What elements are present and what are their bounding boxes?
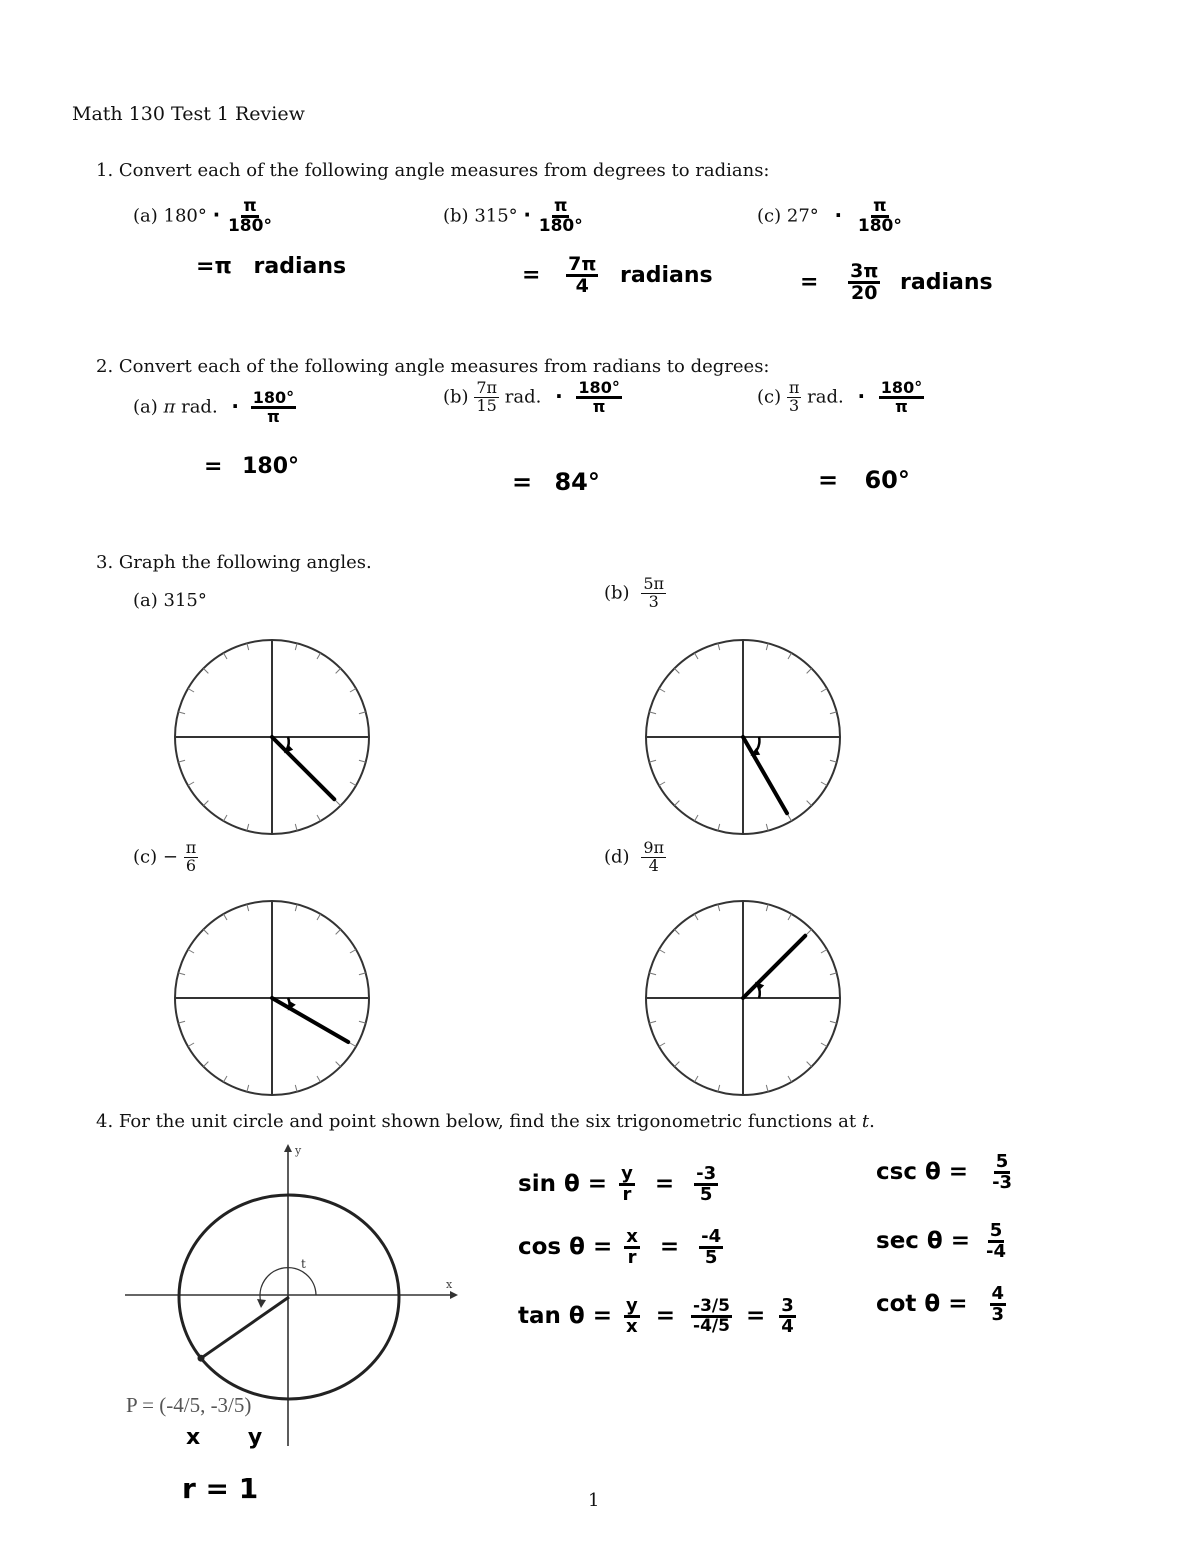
csc-answer [876, 1153, 1014, 1192]
angle-graph-tick [188, 782, 194, 786]
q1a-mult: · [212, 202, 221, 227]
angle-graph-tick [224, 815, 228, 821]
tan-den-2: -4/5 [693, 1316, 730, 1336]
tan-eq-2: = [745, 1303, 766, 1329]
y-axis-label: y [295, 1144, 302, 1157]
angle-graph-tick [830, 1021, 837, 1023]
angle-graph-tick [807, 668, 812, 673]
radius-note: r = 1 [182, 1472, 259, 1505]
q1b-value: 315° [474, 205, 518, 227]
q3c-sign: − [162, 846, 178, 868]
sin-frac-2 [694, 1165, 718, 1204]
q2c-factor-num: 180° [880, 378, 923, 397]
angle-graph-tick [317, 815, 321, 821]
angle-graph-tick [766, 1085, 768, 1092]
radius-line [201, 1297, 289, 1358]
angle-graph-tick [203, 929, 208, 934]
angle-label: t [301, 1257, 306, 1271]
angle-graph-tick [830, 973, 837, 975]
q3d-problem [604, 840, 666, 875]
angle-graph-tick [203, 668, 208, 673]
q1c-label: (c) [757, 205, 782, 227]
angle-graph-tick [336, 668, 341, 673]
q3b-angle-graph [643, 637, 843, 837]
q2c-factor [879, 380, 924, 415]
tan-eq: = [655, 1303, 676, 1329]
q3-prompt: 3. Graph the following angles. [96, 552, 372, 573]
q3c-angle-graph [172, 898, 372, 1098]
tan-num-3: 3 [781, 1295, 794, 1316]
tan-frac-1 [624, 1297, 640, 1336]
angle-graph-tick [674, 668, 679, 673]
angle-graph-tick [830, 712, 837, 714]
q1b-factor-num: π [554, 196, 568, 216]
q1b-answer-unit: radians [620, 262, 713, 288]
cos-num-1: x [626, 1226, 638, 1247]
angle-graph-tick [649, 712, 656, 714]
angle-graph-tick [766, 824, 768, 831]
cos-den-2: 5 [704, 1247, 718, 1268]
q1c-value: 27° [786, 205, 819, 227]
angle-graph-tick [695, 815, 699, 821]
angle-graph-tick [247, 643, 249, 650]
y-axis-arrow-icon [284, 1144, 292, 1152]
angle-graph-tick [807, 1062, 812, 1067]
angle-graph-tick [807, 929, 812, 934]
q3a-value: 315° [163, 590, 207, 611]
q3b-value-num: 5π [643, 574, 665, 593]
sin-num-2: -3 [696, 1163, 717, 1184]
angle-graph-tick [350, 950, 356, 954]
sec-den: -4 [986, 1241, 1007, 1262]
tan-num-1: y [626, 1295, 638, 1316]
angle-graph-tick [659, 1043, 665, 1047]
q1c-factor [856, 198, 904, 235]
angle-graph-tick [178, 973, 185, 975]
angle-graph-tick [203, 801, 208, 806]
q1c-mult: · [834, 202, 843, 227]
angle-graph-tick [695, 914, 699, 920]
q1b-answer-den: 4 [575, 275, 589, 297]
terminal-side [272, 998, 348, 1042]
q3d-value-den: 4 [648, 855, 659, 875]
q2a-problem [133, 390, 296, 425]
x-axis-arrow-icon [450, 1291, 458, 1299]
angle-arc-arrow-icon [257, 1299, 266, 1308]
angle-graph-tick [350, 782, 356, 786]
angle-graph-tick [178, 712, 185, 714]
sin-eq: = [654, 1171, 675, 1197]
q2c-factor-den: π [895, 397, 908, 416]
angle-graph-tick [718, 1085, 720, 1092]
angle-graph-tick [674, 929, 679, 934]
angle-graph-tick [350, 1043, 356, 1047]
q3a-label: (a) [133, 590, 158, 611]
q1c-factor-den: 180° [857, 216, 902, 236]
q4-prompt-end: . [869, 1111, 875, 1132]
q1c-factor-num: π [873, 196, 887, 216]
angle-graph-tick [317, 914, 321, 920]
tan-den-1: x [626, 1316, 638, 1337]
angle-graph-tick [766, 904, 768, 911]
q3a-problem [133, 590, 207, 611]
q1b-answer-num: 7π [568, 253, 597, 275]
q1c-eq: = [800, 269, 819, 295]
angle-graph-tick [821, 689, 827, 693]
q1b-answer-frac [566, 255, 598, 296]
q4-prompt-text: 4. For the unit circle and point shown below, find the six trigonometric functions at [96, 1111, 862, 1132]
sin-den-2: 5 [699, 1184, 713, 1205]
q3c-value-frac [184, 840, 199, 875]
sin-num-1: y [621, 1163, 633, 1184]
angle-graph-tick [317, 1076, 321, 1082]
angle-graph-tick [695, 653, 699, 659]
q2a-factor [251, 390, 296, 425]
angle-graph-tick [807, 801, 812, 806]
cot-num: 4 [991, 1283, 1005, 1304]
q4-prompt [96, 1111, 875, 1132]
q1a-factor [226, 198, 274, 235]
q2c-mult: · [857, 383, 866, 408]
angle-graph-tick [203, 1062, 208, 1067]
q1a-factor-den: 180° [227, 216, 272, 236]
q1-prompt: 1. Convert each of the following angle measures from degrees to radians: [96, 160, 770, 181]
angle-graph-tick [659, 950, 665, 954]
q2c-label: (c) [757, 386, 782, 408]
angle-graph-tick [359, 712, 366, 714]
angle-graph-tick [336, 929, 341, 934]
sec-lhs: sec θ = [876, 1228, 971, 1254]
q3d-value-frac [641, 840, 666, 875]
q3d-label: (d) [604, 846, 630, 868]
tan-den-3: 4 [781, 1316, 794, 1337]
q3b-label: (b) [604, 582, 630, 604]
note-x: x [186, 1425, 201, 1450]
angle-graph-tick [788, 1076, 792, 1082]
cos-frac-1 [624, 1228, 640, 1267]
page-number: 1 [588, 1490, 600, 1511]
page-title: Math 130 Test 1 Review [72, 103, 305, 125]
angle-graph-tick [188, 689, 194, 693]
sin-frac-1 [619, 1165, 635, 1204]
terminal-side [272, 737, 334, 799]
tan-frac-3 [779, 1297, 796, 1336]
angle-graph-tick [295, 1085, 297, 1092]
cos-den-1: r [627, 1247, 637, 1268]
angle-graph-tick [359, 973, 366, 975]
q3d-value-num: 9π [643, 838, 665, 857]
q3c-problem [133, 840, 198, 875]
sin-den-1: r [622, 1184, 632, 1205]
cot-answer [876, 1285, 1006, 1324]
q2-prompt: 2. Convert each of the following angle measures from radians to degrees: [96, 356, 770, 377]
cos-answer [518, 1228, 723, 1267]
q3b-value-den: 3 [648, 591, 659, 611]
cot-frac [990, 1285, 1007, 1324]
q1c-problem [757, 198, 904, 235]
angle-graph-tick [336, 1062, 341, 1067]
cos-lhs: cos θ = [518, 1234, 613, 1260]
q2c-problem [757, 380, 924, 415]
q2b-problem [443, 380, 622, 415]
q1c-answer [800, 262, 993, 303]
angle-graph-tick [336, 801, 341, 806]
csc-frac [990, 1153, 1014, 1192]
angle-graph-tick [830, 760, 837, 762]
q1b-factor [537, 198, 585, 235]
angle-graph-tick [317, 653, 321, 659]
cos-num-2: -4 [701, 1226, 722, 1247]
tan-num-2: -3/5 [693, 1296, 730, 1316]
cos-eq: = [659, 1234, 680, 1260]
q2c-value-frac [787, 380, 802, 415]
csc-den: -3 [992, 1172, 1013, 1193]
q2a-mult: · [231, 393, 240, 418]
angle-graph-tick [295, 824, 297, 831]
q3a-angle-graph [172, 637, 372, 837]
q2c-answer-value: 60° [864, 466, 910, 494]
q2b-unit: rad. [504, 386, 542, 408]
q1a-value: 180° [163, 205, 207, 227]
sin-answer [518, 1165, 718, 1204]
angle-graph-tick [188, 1043, 194, 1047]
angle-graph-tick [766, 643, 768, 650]
q2c-unit: rad. [807, 386, 844, 408]
q2a-label: (a) [133, 396, 158, 418]
q1b-problem [443, 198, 585, 235]
angle-graph-tick [295, 643, 297, 650]
terminal-side [743, 737, 787, 813]
q2b-value-den: 15 [476, 396, 497, 415]
q1c-answer-num: 3π [850, 260, 879, 282]
q2b-factor [576, 380, 621, 415]
sec-frac [984, 1222, 1008, 1261]
angle-graph-tick [224, 653, 228, 659]
terminal-side [743, 936, 805, 998]
q1c-answer-unit: radians [900, 269, 993, 295]
angle-graph-tick [718, 643, 720, 650]
note-y: y [247, 1425, 263, 1450]
q1a-answer-value: π [214, 254, 232, 279]
angle-graph-tick [659, 782, 665, 786]
q2b-label: (b) [443, 386, 469, 408]
q1b-factor-den: 180° [538, 216, 583, 236]
angle-graph-tick [718, 904, 720, 911]
q1b-eq: = [522, 262, 541, 288]
cos-frac-2 [699, 1228, 723, 1267]
q2a-value: π [163, 396, 176, 418]
tan-answer [518, 1297, 796, 1336]
q2b-value-num: 7π [476, 378, 498, 398]
angle-graph-tick [178, 1021, 185, 1023]
angle-graph-tick [821, 950, 827, 954]
q2c-answer [818, 466, 910, 494]
q2b-factor-den: π [592, 397, 606, 416]
angle-graph-tick [359, 1021, 366, 1023]
cot-lhs: cot θ = [876, 1291, 968, 1317]
angle-graph-tick [359, 760, 366, 762]
q2a-eq: = [204, 454, 223, 479]
angle-graph-tick [659, 689, 665, 693]
sin-lhs: sin θ = [518, 1171, 608, 1197]
tan-frac-2 [691, 1298, 732, 1335]
angle-graph-tick [788, 653, 792, 659]
point-p [198, 1355, 205, 1362]
angle-graph-tick [649, 1021, 656, 1023]
angle-graph-tick [821, 1043, 827, 1047]
angle-graph-tick [674, 801, 679, 806]
angle-graph-tick [188, 950, 194, 954]
angle-graph-tick [649, 760, 656, 762]
sec-num: 5 [989, 1220, 1003, 1241]
q2a-factor-den: π [267, 407, 280, 426]
q2a-unit: rad. [181, 396, 218, 418]
angle-graph-tick [178, 760, 185, 762]
tan-lhs: tan θ = [518, 1303, 612, 1329]
q1b-mult: · [523, 202, 532, 227]
x-axis-label: x [446, 1278, 453, 1291]
angle-graph-tick [788, 914, 792, 920]
q2b-mult: · [555, 383, 563, 408]
q3c-value-num: π [185, 838, 197, 857]
cot-den: 3 [991, 1304, 1005, 1325]
q1c-answer-den: 20 [851, 282, 878, 304]
q2b-factor-num: 180° [578, 378, 620, 397]
q3b-problem [604, 576, 666, 611]
angle-graph-tick [247, 1085, 249, 1092]
angle-graph-tick [247, 824, 249, 831]
angle-graph-tick [821, 782, 827, 786]
q1a-eq: = [196, 254, 215, 279]
csc-num: 5 [995, 1151, 1009, 1172]
q3d-angle-graph [643, 898, 843, 1098]
q2a-answer [204, 454, 299, 479]
angle-graph-tick [788, 815, 792, 821]
q1a-answer [196, 254, 346, 279]
angle-graph-tick [224, 1076, 228, 1082]
csc-lhs: csc θ = [876, 1159, 969, 1185]
angle-graph-tick [674, 1062, 679, 1067]
q1a-factor-num: π [243, 196, 257, 216]
q2b-answer [512, 468, 600, 496]
angle-graph-tick [247, 904, 249, 911]
q2c-value-den: 3 [789, 396, 800, 415]
q1c-answer-frac [848, 262, 880, 303]
angle-graph-tick [649, 973, 656, 975]
q4-prompt-var: t [861, 1111, 870, 1132]
angle-graph-tick [718, 824, 720, 831]
q2a-factor-num: 180° [252, 388, 295, 407]
angle-graph-tick [350, 689, 356, 693]
q2b-value-frac [474, 380, 499, 415]
q2c-value-num: π [788, 378, 800, 398]
q1a-answer-unit: radians [253, 254, 347, 279]
q2a-answer-value: 180° [242, 454, 300, 479]
angle-graph-tick [224, 914, 228, 920]
q3b-value-frac [641, 576, 666, 611]
point-label: P = (-4/5, -3/5) [126, 1393, 252, 1417]
q2c-eq: = [818, 466, 839, 494]
q3c-label: (c) [133, 846, 158, 868]
q1a-problem [133, 198, 274, 235]
q1b-label: (b) [443, 205, 469, 227]
angle-graph-tick [695, 1076, 699, 1082]
point-coordinate-notes [186, 1425, 262, 1450]
q2b-eq: = [512, 468, 533, 496]
q1b-answer [522, 255, 713, 296]
q3c-value-den: 6 [185, 855, 197, 875]
sec-answer [876, 1222, 1008, 1261]
q2b-answer-value: 84° [554, 468, 600, 496]
q1a-label: (a) [133, 205, 158, 227]
angle-graph-tick [295, 904, 297, 911]
